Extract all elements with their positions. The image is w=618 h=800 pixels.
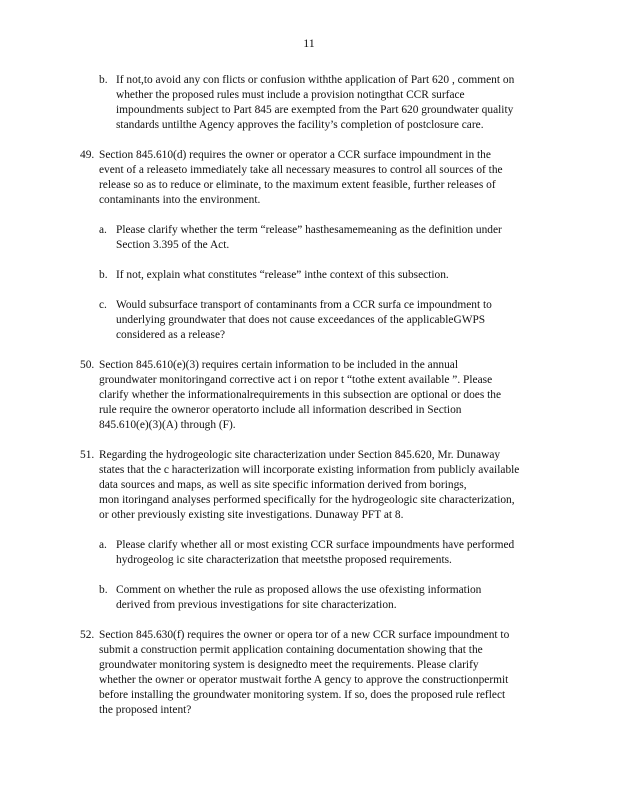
item-label: a. <box>99 539 107 551</box>
text-line: Regarding the hydrogeologic site characterization under Section 845.620, Mr. Dunaway <box>99 449 501 461</box>
item-text <box>116 73 536 133</box>
text-line: before installing the groundwater monitoring system. If so, does the proposed rule reflect <box>99 689 506 701</box>
text-line: whether the owner or operator mustwait forthe A gency to approve the constructionpermit <box>99 674 509 686</box>
text-line: contaminants into the environment. <box>99 194 261 206</box>
item-text <box>116 223 536 253</box>
item-text <box>99 628 535 718</box>
text-line: hydrogeolog ic site characterization that meetsthe proposed requirements. <box>116 554 452 566</box>
text-line: groundwater monitoringand corrective act i on repor t “tothe extent available ”. Please <box>99 374 493 386</box>
item-text <box>99 358 535 433</box>
text-line: underlying groundwater that does not cause exceedances of the applicableGWPS <box>116 314 486 326</box>
item-number: 50. <box>80 359 95 371</box>
item-label: c. <box>99 299 107 311</box>
text-line: 845.610(e)(3)(A) through (F). <box>99 419 236 431</box>
text-line: Section 845.630(f) requires the owner or opera tor of a new CCR surface impoundment to <box>99 629 510 641</box>
item-text <box>99 448 535 523</box>
text-line: mon itoringand analyses performed specifically for the hydrogeologic site characterization, <box>99 494 515 506</box>
item-label: b. <box>99 584 108 596</box>
text-line: or other previously existing site investigations. Dunaway PFT at 8. <box>99 509 404 521</box>
item-label: b. <box>99 269 108 281</box>
text-line: groundwater monitoring system is designedto meet the requirements. Please clarify <box>99 659 479 671</box>
item-text <box>116 298 536 343</box>
text-line: impoundments subject to Part 845 are exempted from the Part 620 groundwater quality <box>116 104 514 116</box>
text-line: Section 845.610(e)(3) requires certain information to be included in the annual <box>99 359 459 371</box>
text-line: states that the c haracterization will incorporate existing information from publicly available <box>99 464 520 476</box>
text-line: rule require the owneror operatorto include all information described in Section <box>99 404 462 416</box>
item-label: a. <box>99 224 107 236</box>
text-line: Section 3.395 of the Act. <box>116 239 230 251</box>
page-number: 11 <box>303 36 315 50</box>
text-line: Comment on whether the rule as proposed allows the use ofexisting information <box>116 584 482 596</box>
text-line: Would subsurface transport of contaminants from a CCR surfa ce impoundment to <box>116 299 492 311</box>
text-line: considered as a release? <box>116 329 226 341</box>
item-text <box>116 538 536 568</box>
item-number: 52. <box>80 629 95 641</box>
text-line: If not,to avoid any con flicts or confusion withthe application of Part 620 , comment on <box>116 74 515 86</box>
item-number: 49. <box>80 149 95 161</box>
text-line: release so as to reduce or eliminate, to the maximum extent feasible, further releases of <box>99 179 496 191</box>
item-number: 51. <box>80 449 95 461</box>
item-label: b. <box>99 74 108 86</box>
text-line: standards untilthe Agency approves the facility’s completion of postclosure care. <box>116 119 484 131</box>
text-line: If not, explain what constitutes “release” inthe context of this subsection. <box>116 269 449 281</box>
text-line: the proposed intent? <box>99 704 192 716</box>
text-line: clarify whether the informationalrequirements in this subsection are optional or does the <box>99 389 502 401</box>
text-line: event of a releaseto immediately take all necessary measures to control all sources of the <box>99 164 503 176</box>
item-text <box>116 268 536 283</box>
text-line: Please clarify whether the term “release” hasthesamemeaning as the definition under <box>116 224 502 236</box>
item-text <box>99 148 535 208</box>
text-line: Section 845.610(d) requires the owner or operator a CCR surface impoundment in the <box>99 149 491 161</box>
text-line: data sources and maps, as well as site specific information derived from borings, <box>99 479 467 491</box>
text-line: whether the proposed rules must include a provision notingthat CCR surface <box>116 89 465 101</box>
text-line: Please clarify whether all or most existing CCR surface impoundments have performed <box>116 539 515 551</box>
text-line: derived from previous investigations for site characterization. <box>116 599 397 611</box>
text-line: submit a construction permit application containing documentation showing that the <box>99 644 483 656</box>
item-text <box>116 583 536 613</box>
